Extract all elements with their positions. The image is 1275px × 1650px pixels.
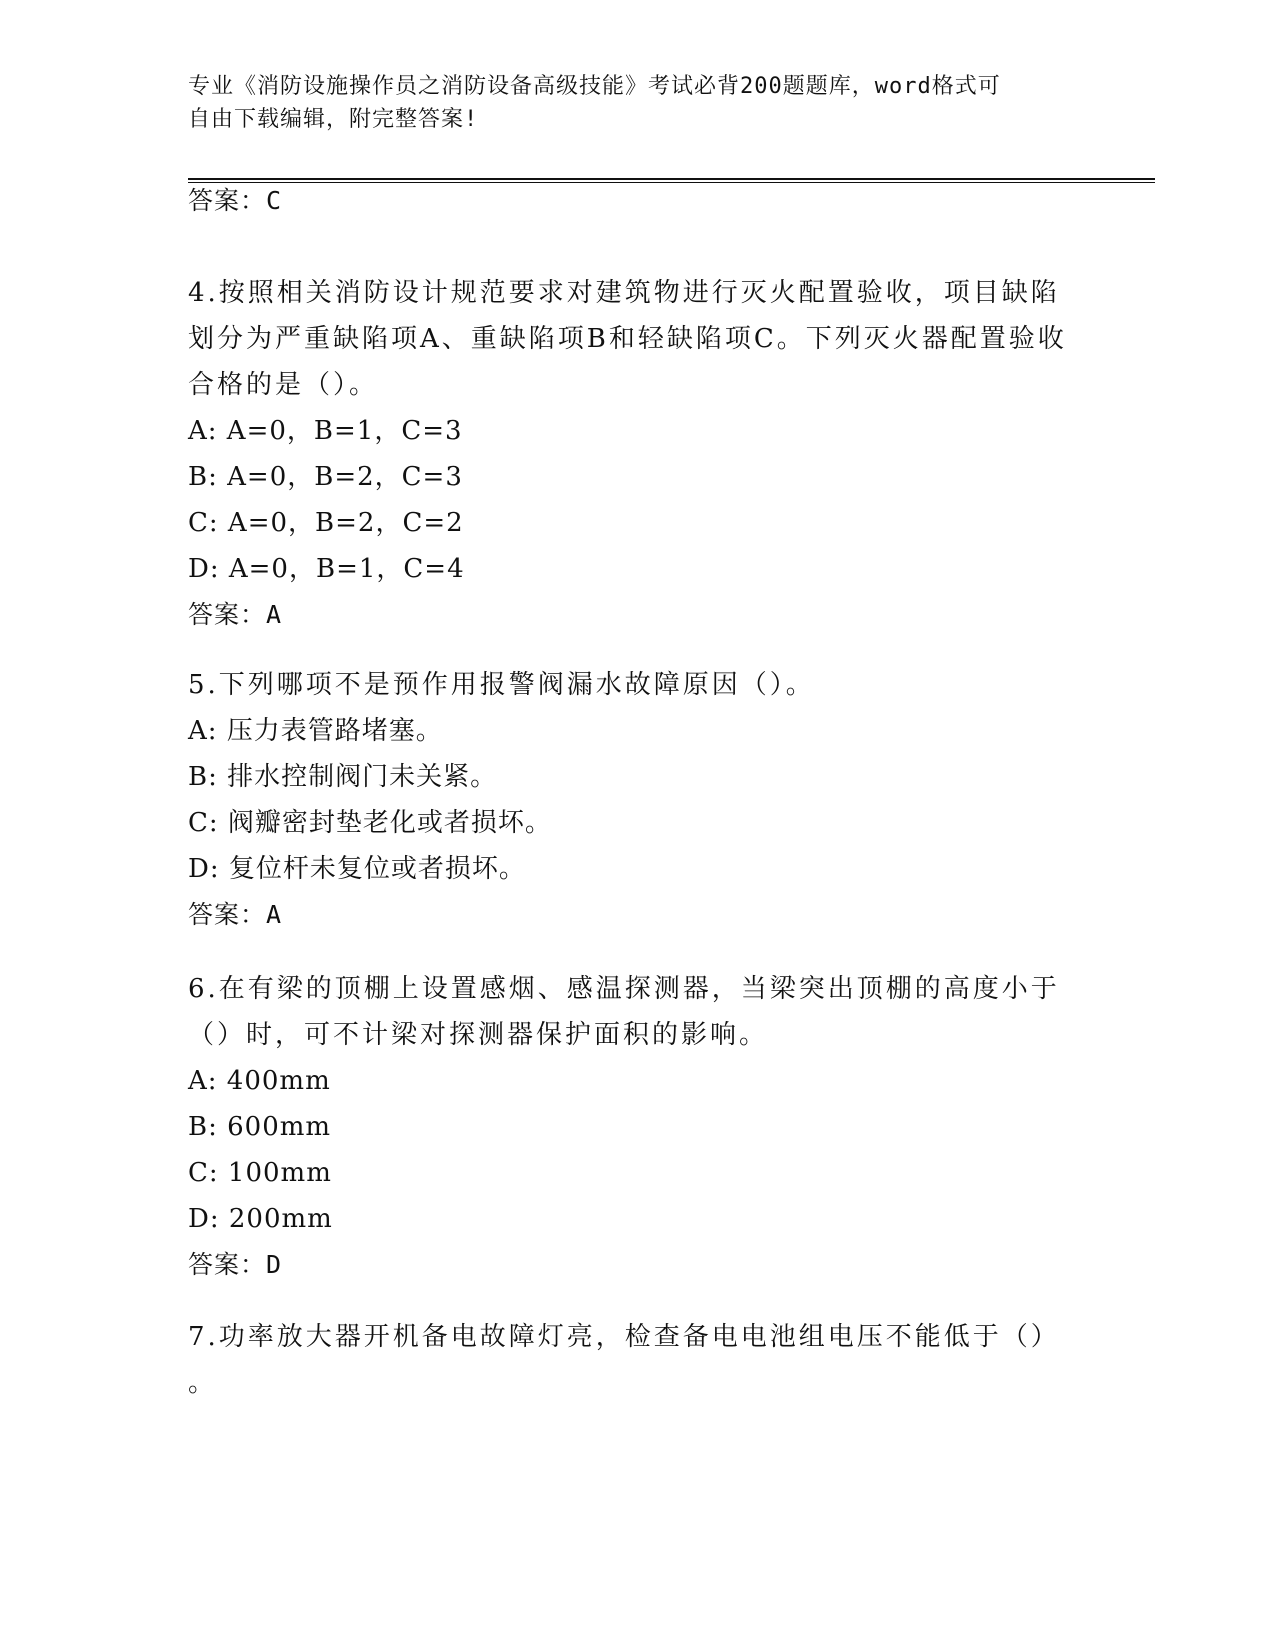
question-stem-line: 7.功率放大器开机备电故障灯亮，检查备电电池组电压不能低于（） — [188, 1322, 1060, 1352]
question-stem-line: 5.下列哪项不是预作用报警阀漏水故障原因（）。 — [188, 670, 815, 700]
option-d: D: 复位杆未复位或者损坏。 — [188, 854, 526, 884]
option-b: B: 600mm — [188, 1112, 332, 1142]
question-stem-line: 合格的是（）。 — [188, 370, 379, 400]
document-header — [188, 70, 1068, 136]
question-4 — [188, 270, 1088, 638]
question-stem-line: 4.按照相关消防设计规范要求对建筑物进行灭火配置验收，项目缺陷 — [188, 278, 1060, 308]
question-stem-line: 划分为严重缺陷项A、重缺陷项B和轻缺陷项C。下列灭火器配置验收 — [188, 324, 1067, 354]
option-b: B: 排水控制阀门未关紧。 — [188, 762, 498, 792]
question-7 — [188, 1314, 1088, 1406]
answer-label: 答案：A — [188, 600, 283, 629]
question-6 — [188, 966, 1088, 1288]
question-stem-line: 。 — [188, 1368, 218, 1398]
answer-label: 答案：C — [188, 186, 283, 215]
option-c: C: 阀瓣密封垫老化或者损坏。 — [188, 808, 552, 838]
answer-label: 答案：D — [188, 1250, 283, 1279]
question-5 — [188, 662, 1088, 938]
option-b: B: A=0，B=2，C=3 — [188, 462, 463, 492]
option-a: A: 压力表管路堵塞。 — [188, 716, 443, 746]
option-d: D: 200mm — [188, 1204, 333, 1234]
option-c: C: 100mm — [188, 1158, 332, 1188]
option-a: A: A=0，B=1，C=3 — [188, 416, 463, 446]
header-line-2: 自由下载编辑，附完整答案! — [188, 107, 479, 132]
first-answer-block — [188, 178, 1088, 224]
question-stem-line: （）时，可不计梁对探测器保护面积的影响。 — [188, 1020, 769, 1050]
option-d: D: A=0，B=1，C=4 — [188, 554, 465, 584]
header-line-1: 专业《消防设施操作员之消防设备高级技能》考试必背200题题库，word格式可 — [188, 74, 1001, 99]
answer-label: 答案：A — [188, 900, 283, 929]
option-a: A: 400mm — [188, 1066, 331, 1096]
option-c: C: A=0，B=2，C=2 — [188, 508, 464, 538]
question-stem-line: 6.在有梁的顶棚上设置感烟、感温探测器，当梁突出顶棚的高度小于 — [188, 974, 1060, 1004]
